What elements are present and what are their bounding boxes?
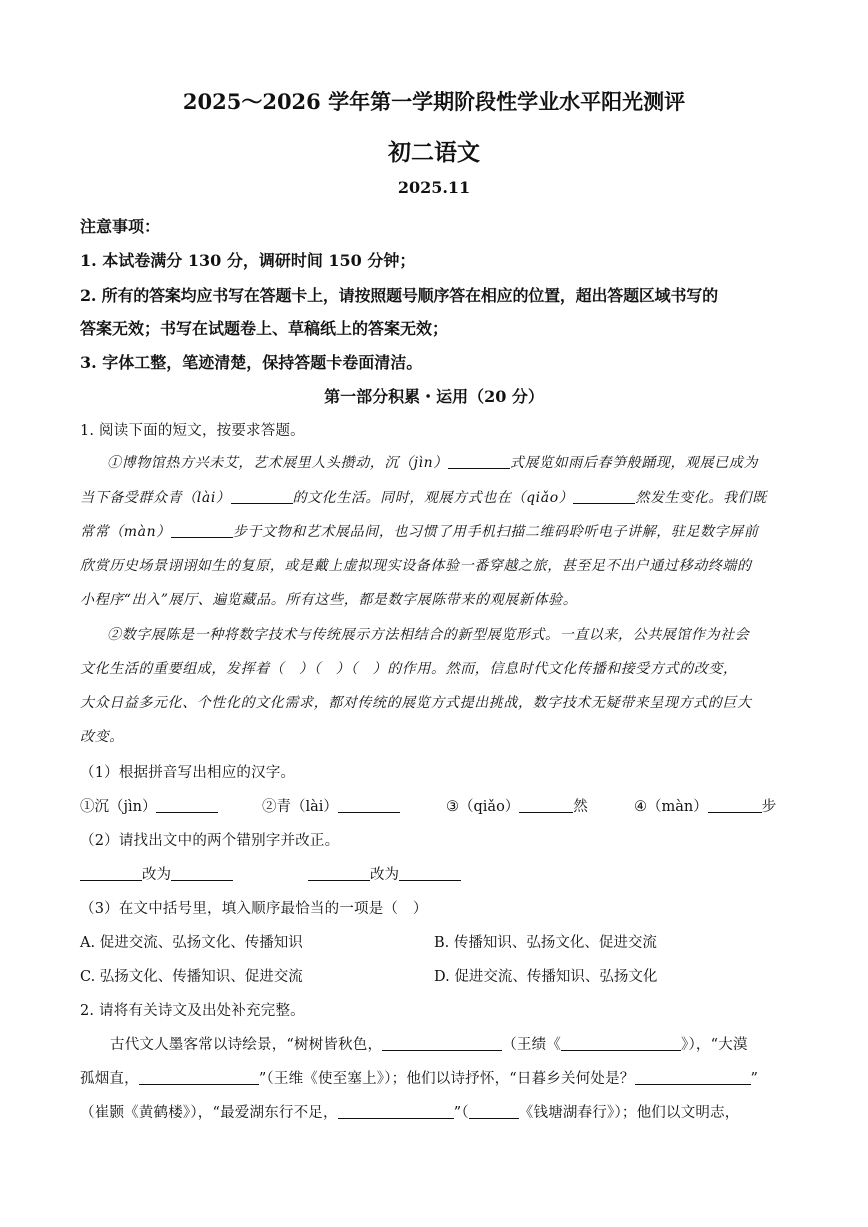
passage-line <box>107 452 758 472</box>
answer-blank <box>171 523 233 538</box>
passage-text: 然发生变化。我们既 <box>635 490 767 506</box>
notice-item-2: 2. 所有的答案均应书写在答题卡上，请按照题号顺序答在相应的位置，超出答题区域书写的 <box>80 286 718 305</box>
subquestion-3: （3）在文中括号里，填入顺序最恰当的一项是（ ） <box>80 901 428 917</box>
pinyin-label: ①沉（jìn） <box>80 799 157 815</box>
pinyin-suffix: 然 <box>573 799 588 815</box>
passage-line: 大众日益多元化、个性化的文化需求，都对传统的展览方式提出挑战，数字技术无疑带来呈现方式的巨大 <box>80 695 752 711</box>
answer-blank <box>448 454 510 469</box>
answer-blank <box>708 798 762 813</box>
pinyin-label: ③（qiǎo） <box>446 799 520 815</box>
passage-line: 小程序“出入”展厅、遍览藏品。所有这些，都是数字展陈带来的观展新体验。 <box>80 592 578 608</box>
notice-item-1: 1. 本试卷满分 130 分，调研时间 150 分钟； <box>80 251 416 270</box>
answer-blank <box>156 798 218 813</box>
pinyin-item-3 <box>446 795 588 816</box>
answer-blank <box>635 1070 751 1085</box>
passage-text: 当下备受群众青（lài） <box>80 490 231 506</box>
notice-item-2-cont: 答案无效；书写在试题卷上、草稿纸上的答案无效； <box>80 319 449 338</box>
pinyin-label: ④（màn） <box>634 799 708 815</box>
answer-blank <box>308 866 370 881</box>
passage-text: 的文化生活。同时，观展方式也在（qiǎo） <box>292 490 574 506</box>
poem-text: 古代文人墨客常以诗绘景，“树树皆秋色， <box>110 1037 383 1053</box>
change-label: 改为 <box>142 867 171 883</box>
notice-heading: 注意事项： <box>80 217 161 236</box>
poem-line <box>110 1033 748 1054</box>
answer-blank <box>561 1036 681 1051</box>
answer-blank <box>573 489 635 504</box>
option-a: A. 促进交流、弘扬文化、传播知识 <box>80 935 303 951</box>
answer-blank <box>338 1104 454 1119</box>
subject-title: 初二语文 <box>388 139 480 166</box>
poem-text: ”（王维《使至塞上》）；他们以诗抒怀，“日暮乡关何处是？ <box>258 1071 635 1087</box>
passage-text: 式展览如雨后春笋般踊现，观展已成为 <box>509 455 759 471</box>
poem-line <box>80 1067 758 1088</box>
passage-line: 改变。 <box>80 729 124 745</box>
subquestion-1: （1）根据拼音写出相应的汉字。 <box>80 765 296 781</box>
pinyin-item-4 <box>634 795 776 816</box>
poem-text: （崔颢《黄鹤楼》），“最爱湖东行不足， <box>80 1105 338 1121</box>
answer-blank <box>80 866 142 881</box>
answer-blank <box>139 1070 259 1085</box>
notice-item-3: 3. 字体工整，笔迹清楚，保持答题卡卷面清洁。 <box>80 353 423 372</box>
poem-text: ” <box>750 1071 759 1087</box>
option-b: B. 传播知识、弘扬文化、促进交流 <box>434 935 657 951</box>
poem-text: ”（ <box>453 1105 469 1121</box>
poem-text: 孤烟直， <box>80 1071 139 1087</box>
passage-text: 步于文物和艺术展品间，也习惯了用手机扫描二维码聆听电子讲解，驻足数字屏前 <box>232 524 759 540</box>
passage-line: ②数字展陈是一种将数字技术与传统展示方法相结合的新型展览形式。一直以来，公共展馆作为社会 <box>107 627 750 643</box>
pinyin-item-1 <box>80 795 218 816</box>
poem-text: 》），“大漠 <box>681 1037 748 1053</box>
poem-text: 《钱塘湖春行》）；他们以文明志， <box>518 1105 740 1121</box>
correction-pair-1 <box>80 863 233 884</box>
answer-blank <box>519 798 573 813</box>
exam-title: 2025～2026 学年第一学期阶段性学业水平阳光测评 <box>182 89 686 114</box>
pinyin-item-2 <box>262 795 400 816</box>
answer-blank <box>231 489 293 504</box>
section-title: 第一部分积累・运用（20 分） <box>324 387 544 406</box>
exam-date: 2025.11 <box>397 178 471 197</box>
question-1-stem: 1. 阅读下面的短文，按要求答题。 <box>80 423 305 439</box>
poem-line <box>80 1101 740 1122</box>
subquestion-2: （2）请找出文中的两个错别字并改正。 <box>80 833 340 849</box>
passage-line: 欣赏历史场景诩诩如生的复原，或是戴上虚拟现实设备体验一番穿越之旅，甚至足不出户通过移动终端的 <box>80 558 752 574</box>
correction-pair-2 <box>308 863 461 884</box>
answer-blank <box>399 866 461 881</box>
question-2-stem: 2. 请将有关诗文及出处补充完整。 <box>80 1003 305 1019</box>
answer-blank <box>469 1104 519 1119</box>
change-label: 改为 <box>370 867 399 883</box>
poem-text: （王绩《 <box>502 1037 562 1053</box>
answer-blank <box>338 798 400 813</box>
passage-line <box>80 521 758 541</box>
pinyin-suffix: 步 <box>761 799 777 815</box>
passage-line <box>80 487 767 507</box>
pinyin-label: ②青（lài） <box>262 799 338 815</box>
passage-text: ①博物馆热方兴未艾，艺术展里人头攒动，沉（jìn） <box>107 455 448 471</box>
option-d: D. 促进交流、传播知识、弘扬文化 <box>434 969 658 985</box>
passage-text: 常常（màn） <box>80 524 171 540</box>
answer-blank <box>171 866 233 881</box>
option-c: C. 弘扬文化、传播知识、促进交流 <box>80 969 303 985</box>
passage-line: 文化生活的重要组成，发挥着（ ）（ ）（ ）的作用。然而，信息时代文化传播和接受方式的改变， <box>80 661 738 677</box>
answer-blank <box>382 1036 502 1051</box>
